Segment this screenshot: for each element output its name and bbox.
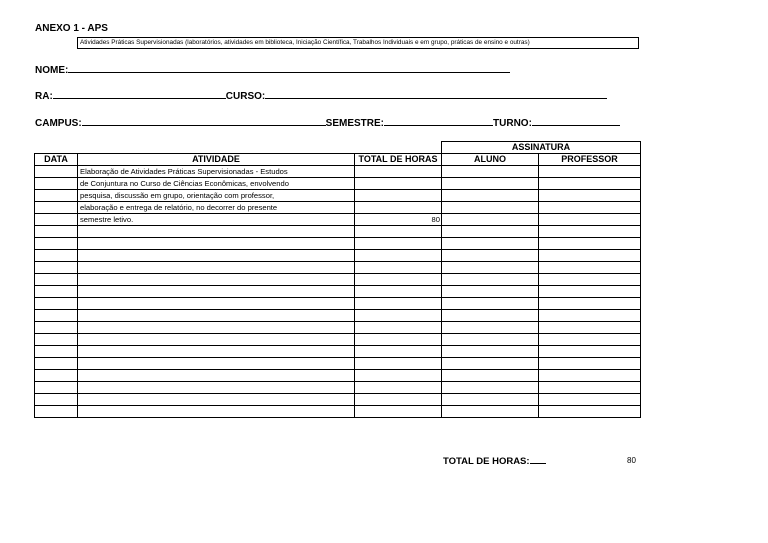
atividade-cell[interactable]: [78, 250, 355, 262]
data-cell[interactable]: [35, 238, 78, 250]
professor-header: PROFESSOR: [539, 154, 641, 166]
atividade-cell[interactable]: de Conjuntura no Curso de Ciências Econômicas, envolvendo: [78, 178, 355, 190]
table-row: [35, 238, 641, 250]
horas-cell[interactable]: [355, 238, 442, 250]
data-cell[interactable]: [35, 298, 78, 310]
ra-field[interactable]: [35, 89, 607, 102]
table-row: [35, 310, 641, 322]
data-cell[interactable]: [35, 370, 78, 382]
table-row: [35, 358, 641, 370]
professor-cell[interactable]: [539, 250, 641, 262]
horas-cell[interactable]: [355, 346, 442, 358]
data-cell[interactable]: [35, 202, 78, 214]
aluno-cell[interactable]: [442, 298, 539, 310]
horas-cell[interactable]: 80: [355, 214, 442, 226]
atividade-cell[interactable]: [78, 322, 355, 334]
horas-cell[interactable]: [355, 250, 442, 262]
aluno-cell[interactable]: [442, 262, 539, 274]
column-header-row: [35, 154, 641, 166]
turno-label: TURNO:: [493, 118, 532, 129]
table-row: [35, 166, 641, 178]
data-cell[interactable]: [35, 406, 78, 418]
assinatura-header: ASSINATURA: [442, 142, 641, 154]
horas-cell[interactable]: [355, 370, 442, 382]
nome-line: [68, 63, 510, 73]
aluno-cell[interactable]: [442, 274, 539, 286]
table-row: [35, 214, 641, 226]
data-cell[interactable]: [35, 346, 78, 358]
aluno-cell[interactable]: [442, 250, 539, 262]
activities-table: [34, 141, 641, 418]
horas-cell[interactable]: [355, 262, 442, 274]
atividade-cell[interactable]: [78, 310, 355, 322]
professor-cell[interactable]: [539, 370, 641, 382]
horas-cell[interactable]: [355, 358, 442, 370]
aluno-cell[interactable]: [442, 334, 539, 346]
horas-cell[interactable]: [355, 226, 442, 238]
data-cell[interactable]: [35, 214, 78, 226]
atividade-cell[interactable]: [78, 286, 355, 298]
horas-cell[interactable]: [355, 406, 442, 418]
table-row: [35, 406, 641, 418]
table-row: [35, 190, 641, 202]
total-hours-value: 80: [627, 456, 636, 465]
horas-cell[interactable]: [355, 310, 442, 322]
atividade-cell[interactable]: [78, 382, 355, 394]
data-cell[interactable]: [35, 262, 78, 274]
atividade-cell[interactable]: [78, 274, 355, 286]
aluno-cell[interactable]: [442, 166, 539, 178]
table-row: [35, 298, 641, 310]
professor-cell[interactable]: [539, 310, 641, 322]
table-row: [35, 334, 641, 346]
aluno-cell[interactable]: [442, 382, 539, 394]
atividade-cell[interactable]: [78, 298, 355, 310]
data-cell[interactable]: [35, 394, 78, 406]
data-cell[interactable]: [35, 334, 78, 346]
aluno-cell[interactable]: [442, 286, 539, 298]
professor-cell[interactable]: [539, 358, 641, 370]
professor-cell[interactable]: [539, 406, 641, 418]
table-row: [35, 382, 641, 394]
data-cell[interactable]: [35, 190, 78, 202]
data-cell[interactable]: [35, 286, 78, 298]
data-cell[interactable]: [35, 358, 78, 370]
horas-cell[interactable]: [355, 394, 442, 406]
aluno-cell[interactable]: [442, 310, 539, 322]
data-cell[interactable]: [35, 382, 78, 394]
data-cell[interactable]: [35, 310, 78, 322]
aluno-cell[interactable]: [442, 214, 539, 226]
page-title: ANEXO 1 - APS: [35, 23, 108, 34]
aluno-cell[interactable]: [442, 358, 539, 370]
professor-cell[interactable]: [539, 190, 641, 202]
professor-cell[interactable]: [539, 274, 641, 286]
horas-cell[interactable]: [355, 286, 442, 298]
professor-cell[interactable]: [539, 178, 641, 190]
aluno-cell[interactable]: [442, 226, 539, 238]
table-row: [35, 394, 641, 406]
table-row: [35, 226, 641, 238]
aluno-cell[interactable]: [442, 238, 539, 250]
aluno-cell[interactable]: [442, 370, 539, 382]
atividade-cell[interactable]: [78, 406, 355, 418]
data-cell[interactable]: [35, 274, 78, 286]
table-row: [35, 370, 641, 382]
assinatura-header-row: [35, 142, 641, 154]
total-horas-header: TOTAL DE HORAS: [355, 154, 442, 166]
professor-cell[interactable]: [539, 394, 641, 406]
professor-cell[interactable]: [539, 214, 641, 226]
aluno-header: ALUNO: [442, 154, 539, 166]
professor-cell[interactable]: [539, 298, 641, 310]
atividade-cell[interactable]: [78, 334, 355, 346]
professor-cell[interactable]: [539, 238, 641, 250]
aluno-cell[interactable]: [442, 190, 539, 202]
atividade-cell[interactable]: pesquisa, discussão em grupo, orientação com professor,: [78, 190, 355, 202]
horas-cell[interactable]: [355, 178, 442, 190]
campus-field[interactable]: [35, 116, 620, 129]
horas-cell[interactable]: [355, 322, 442, 334]
data-header: DATA: [35, 154, 78, 166]
professor-cell[interactable]: [539, 382, 641, 394]
atividade-cell[interactable]: [78, 238, 355, 250]
aluno-cell[interactable]: [442, 346, 539, 358]
data-cell[interactable]: [35, 250, 78, 262]
table-row: [35, 178, 641, 190]
horas-cell[interactable]: [355, 202, 442, 214]
aluno-cell[interactable]: [442, 178, 539, 190]
table-row: [35, 286, 641, 298]
turno-line: [532, 116, 620, 126]
horas-cell[interactable]: [355, 274, 442, 286]
aluno-cell[interactable]: [442, 202, 539, 214]
table-row: [35, 262, 641, 274]
data-cell[interactable]: [35, 178, 78, 190]
data-cell[interactable]: [35, 226, 78, 238]
horas-cell[interactable]: [355, 298, 442, 310]
atividade-cell[interactable]: elaboração e entrega de relatório, no decorrer do presente: [78, 202, 355, 214]
data-cell[interactable]: [35, 166, 78, 178]
professor-cell[interactable]: [539, 202, 641, 214]
curso-line: [265, 89, 607, 99]
atividade-cell[interactable]: semestre letivo.: [78, 214, 355, 226]
data-cell[interactable]: [35, 322, 78, 334]
atividade-cell[interactable]: [78, 370, 355, 382]
atividade-cell[interactable]: [78, 262, 355, 274]
description-box: Atividades Práticas Supervisionadas (laboratórios, atividades em biblioteca, Iniciação Científica, Trabalhos Individuais e em grupo, práticas de ensino e outras): [77, 37, 639, 49]
horas-cell[interactable]: [355, 190, 442, 202]
atividade-cell[interactable]: [78, 226, 355, 238]
aluno-cell[interactable]: [442, 322, 539, 334]
ra-line: [53, 89, 226, 99]
table-row: [35, 274, 641, 286]
horas-cell[interactable]: [355, 166, 442, 178]
aluno-cell[interactable]: [442, 394, 539, 406]
campus-line: [82, 116, 326, 126]
atividade-header: ATIVIDADE: [78, 154, 355, 166]
table-row: [35, 322, 641, 334]
total-hours-line: [530, 455, 546, 464]
professor-cell[interactable]: [539, 322, 641, 334]
table-row: [35, 250, 641, 262]
table-row: [35, 346, 641, 358]
nome-label: NOME:: [35, 65, 69, 76]
horas-cell[interactable]: [355, 382, 442, 394]
total-hours-label: TOTAL DE HORAS:: [443, 455, 546, 467]
atividade-cell[interactable]: [78, 358, 355, 370]
professor-cell[interactable]: [539, 334, 641, 346]
professor-cell[interactable]: [539, 166, 641, 178]
campus-label: CAMPUS:: [35, 118, 82, 129]
horas-cell[interactable]: [355, 334, 442, 346]
nome-field[interactable]: [35, 63, 510, 76]
curso-label: CURSO:: [225, 91, 266, 102]
table-row: [35, 202, 641, 214]
semestre-line: [384, 116, 493, 126]
atividade-cell[interactable]: Elaboração de Atividades Práticas Supervisionadas - Estudos: [78, 166, 355, 178]
semestre-label: SEMESTRE:: [325, 118, 385, 129]
professor-cell[interactable]: [539, 226, 641, 238]
atividade-cell[interactable]: [78, 394, 355, 406]
professor-cell[interactable]: [539, 346, 641, 358]
professor-cell[interactable]: [539, 262, 641, 274]
professor-cell[interactable]: [539, 286, 641, 298]
aluno-cell[interactable]: [442, 406, 539, 418]
ra-label: RA:: [35, 91, 53, 102]
atividade-cell[interactable]: [78, 346, 355, 358]
